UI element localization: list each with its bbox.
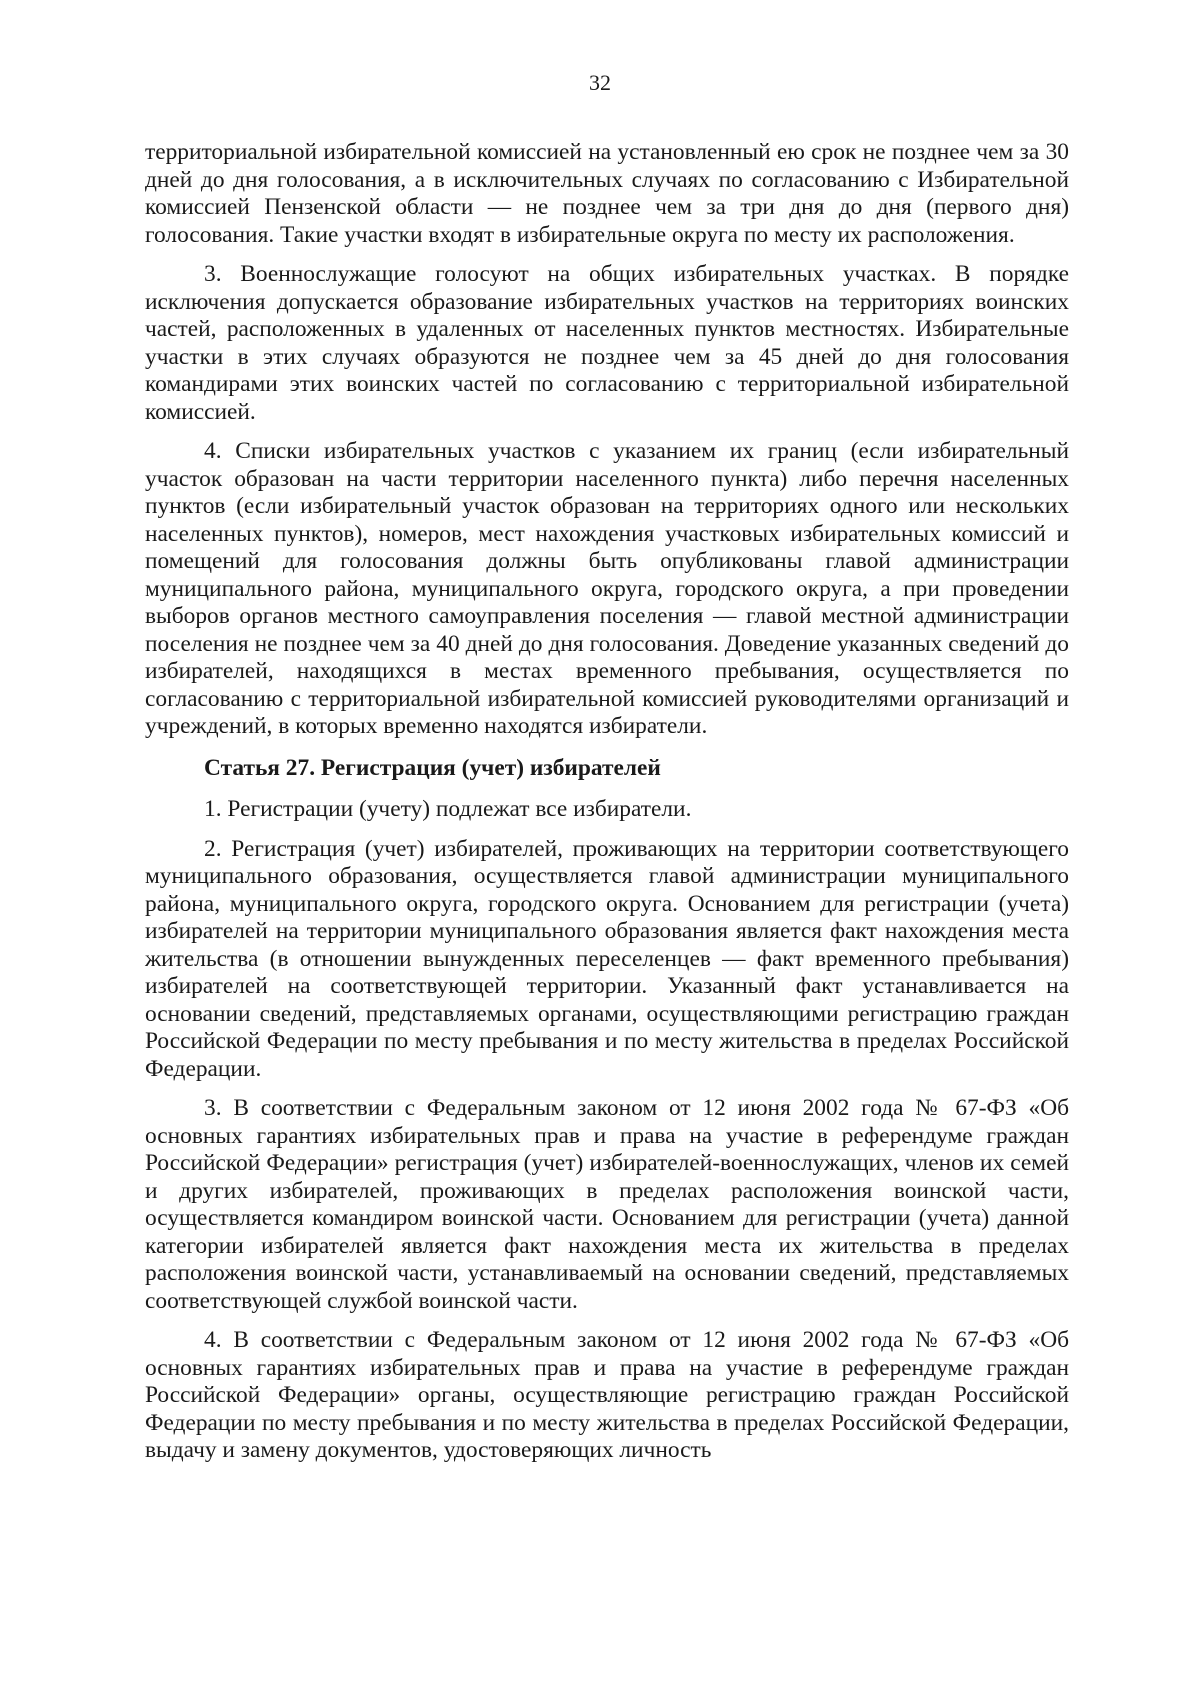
page-number: 32 bbox=[589, 70, 611, 95]
paragraph-3-military-voting: 3. Военнослужащие голосуют на общих избирательных участках. В порядке исключения допускается образование избирательных участков на территориях воинских частей, расположенных в удаленных от населенных пунктов местностях. Избирательные участки в этих случаях образуются не позднее чем за 45 дней до дня голосования командирами этих воинских частей по согласованию с территориальной избирательной комиссией. bbox=[145, 261, 1069, 425]
article-27-paragraph-1: 1. Регистрации (учету) подлежат все избиратели. bbox=[204, 796, 692, 822]
paragraph-4-precinct-lists: 4. Списки избирательных участков с указанием их границ (если избирательный участок образован на части территории населенного пункта) либо перечня населенных пунктов (если избирательный участок образован на территориях одного или нескольких населенных пунктов), номеров, мест нахождения участковых избирательных комиссий и помещений для голосования должны быть опубликованы главой администрации муниципального района, муниципального округа, городского округа, а при проведении выборов органов местного самоуправления поселения — главой местной администрации поселения не позднее чем за 40 дней до дня голосования. Доведение указанных сведений до избирателей, находящихся в местах временного пребывания, осуществляется по согласованию с территориальной избирательной комиссией руководителями организаций и учреждений, в которых временно находятся избиратели. bbox=[145, 438, 1069, 739]
paragraph-continuation: территориальной избирательной комиссией на установленный ею срок не позднее чем за 30 дней до дня голосования, а в исключительных случаях по согласованию с Избирательной комиссией Пензенской области — не позднее чем за три дня до дня (первого дня) голосования. Такие участки входят в избирательные округа по месту их расположения. bbox=[145, 139, 1069, 248]
article-27-paragraph-2: 2. Регистрация (учет) избирателей, проживающих на территории соответствующего муниципального образования, осуществляется главой администрации муниципального района, муниципального округа, городского округа. Основанием для регистрации (учета) избирателей на территории муниципального образования является факт нахождения места жительства (в отношении вынужденных переселенцев — факт временного пребывания) избирателей на соответствующей территории. Указанный факт устанавливается на основании сведений, представляемых органами, осуществляющими регистрацию граждан Российской Федерации по месту пребывания и по месту жительства в пределах Российской Федерации. bbox=[145, 835, 1069, 1082]
document-body bbox=[145, 139, 1069, 1477]
article-27-paragraph-4: 4. В соответствии с Федеральным законом от 12 июня 2002 года № 67-ФЗ «Об основных гарантиях избирательных прав и права на участие в референдуме граждан Российской Федерации» органы, осуществляющие регистрацию граждан Российской Федерации по месту пребывания и по месту жительства в пределах Российской Федерации, выдачу и замену документов, удостоверяющих личность bbox=[145, 1327, 1069, 1463]
article-27-heading: Статья 27. Регистрация (учет) избирателей bbox=[204, 754, 661, 781]
article-27-paragraph-3: 3. В соответствии с Федеральным законом от 12 июня 2002 года № 67-ФЗ «Об основных гарантиях избирательных прав и права на участие в референдуме граждан Российской Федерации» регистрация (учет) избирателей-военнослужащих, членов их семей и других избирателей, проживающих в пределах расположения воинской части, осуществляется командиром воинской части. Основанием для регистрации (учета) данной категории избирателей является факт нахождения места их жительства в пределах расположения воинской части, устанавливаемый на основании сведений, представляемых соответствующей службой воинской части. bbox=[145, 1095, 1069, 1314]
